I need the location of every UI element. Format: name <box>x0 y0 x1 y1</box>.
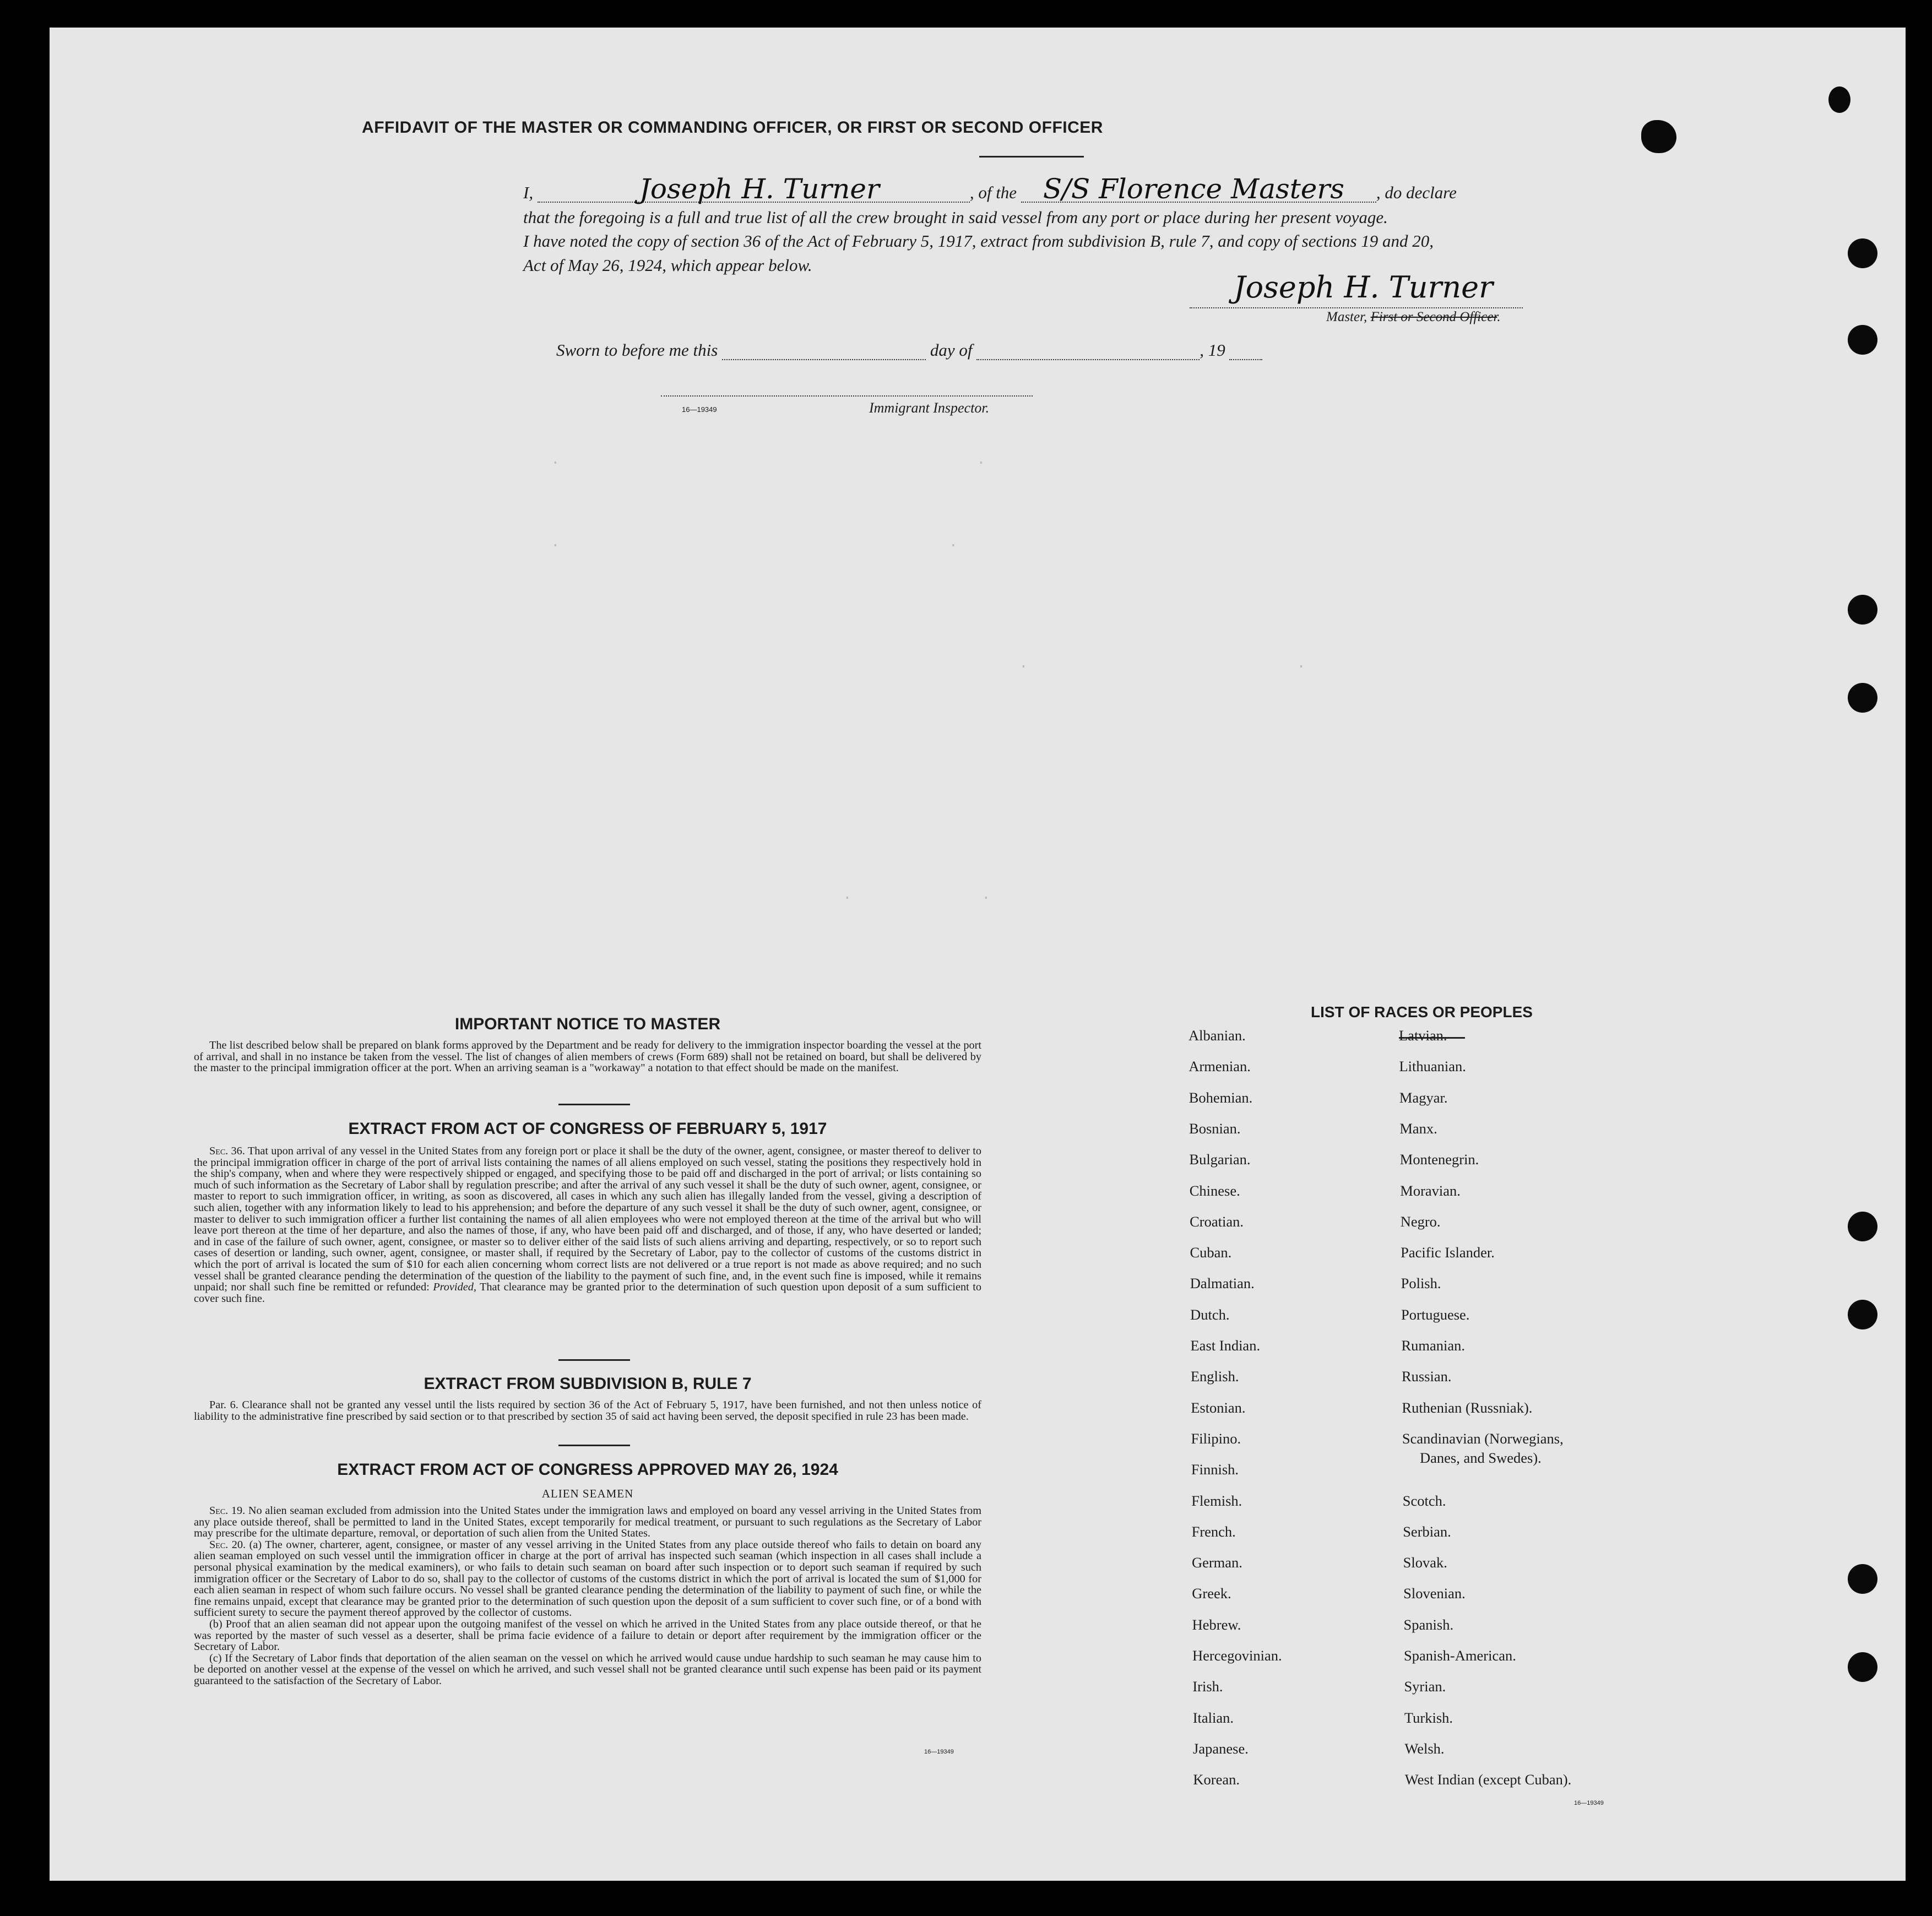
sec-36-label: Sec. 36. <box>209 1145 245 1157</box>
extract-1917-title: EXTRACT FROM ACT OF CONGRESS OF FEBRUARY 5, 1917 <box>348 1120 827 1138</box>
race-item: Latvian. <box>1399 1027 1447 1044</box>
master-name-field <box>538 173 970 205</box>
form-code: 16—19349 <box>1574 1800 1604 1806</box>
form-code: 16—19349 <box>924 1749 954 1755</box>
section-rule <box>558 1445 630 1446</box>
notice-text <box>194 1040 981 1074</box>
sworn-year: , 19 <box>1200 340 1225 360</box>
sworn-prefix: Sworn to before me this <box>556 340 718 360</box>
bleed-through-marks: . . <box>843 887 991 904</box>
vessel-name-handwritten: S/S Florence Masters <box>1043 173 1344 205</box>
race-item: Korean. <box>1193 1771 1240 1788</box>
race-item: Irish. <box>1192 1678 1223 1695</box>
race-item: Croatian. <box>1190 1213 1244 1230</box>
master-name-handwritten: Joseph H. Turner <box>639 173 880 205</box>
extract-rule7-title: EXTRACT FROM SUBDIVISION B, RULE 7 <box>424 1375 752 1393</box>
signature-label <box>1326 310 1501 325</box>
race-item: Hercegovinian. <box>1192 1647 1282 1664</box>
race-item: Polish. <box>1401 1275 1441 1292</box>
sec-20c-text: (c) If the Secretary of Labor finds that deportation of the alien seaman on the vessel on which he arrived would cause undue hardship to such seaman he may cause him to be deported on another vessel at the expense of the vessel on which he arrived, and such vessel shall not be granted clearance until such expense has been paid or its payment guaranteed to the satisfaction of the Secretary of Labor. <box>194 1652 981 1687</box>
race-item: Ruthenian (Russniak). <box>1402 1399 1533 1416</box>
race-item: West Indian (except Cuban). <box>1404 1771 1572 1788</box>
punch-hole <box>1848 325 1877 355</box>
races-title: LIST OF RACES OR PEOPLES <box>1311 1003 1533 1021</box>
punch-hole <box>1848 683 1877 713</box>
provided-word: Provided, <box>433 1281 476 1294</box>
race-item: Magyar. <box>1399 1089 1448 1106</box>
notice-title: IMPORTANT NOTICE TO MASTER <box>454 1015 721 1033</box>
affidavit-title: AFFIDAVIT OF THE MASTER OR COMMANDING OFFICER, OR FIRST OR SECOND OFFICER <box>362 118 1103 137</box>
sec-19-label: Sec. 19. <box>209 1505 246 1517</box>
sec-19-text: No alien seaman excluded from admission into the United States under the immigration laws and employed on board any vessel arriving in the United States from any place outside thereof, shall be permitted to land in the United States, except temporarily for medical treatment, or pursuant to such regulations as the Secretary of Labor may prescribe for the ultimate departure, removal, or deportation of such alien from the United States. <box>194 1505 981 1540</box>
label-master: Master, <box>1326 310 1367 324</box>
ink-blot <box>1641 120 1676 153</box>
bleed-through-marks: . . <box>1019 655 1306 672</box>
race-item: Bosnian. <box>1189 1120 1241 1137</box>
race-item: English. <box>1190 1368 1239 1385</box>
label-struck-officer: First or Second Officer <box>1370 310 1497 324</box>
race-item: Hebrew. <box>1192 1616 1241 1633</box>
extract-1917-text <box>194 1146 981 1304</box>
race-item: Lithuanian. <box>1399 1058 1466 1075</box>
race-item: Dutch. <box>1190 1306 1230 1323</box>
inspector-label: Immigrant Inspector. <box>869 400 990 416</box>
race-item: Armenian. <box>1188 1058 1251 1075</box>
race-item: Japanese. <box>1193 1740 1249 1757</box>
affidavit-line-3: I have noted the copy of section 36 of the Act of February 5, 1917, extract from subdivision B, rule 7, and copy of sections 19 and 20, <box>523 231 1434 251</box>
bleed-through-marks: . . <box>551 534 958 551</box>
race-item: German. <box>1191 1554 1242 1571</box>
sworn-day-of: day of <box>930 340 973 360</box>
race-item: Cuban. <box>1190 1244 1232 1261</box>
punch-hole <box>1848 595 1877 625</box>
race-item: Estonian. <box>1191 1399 1246 1416</box>
race-item: Negro. <box>1400 1213 1441 1230</box>
extract-1924-title: EXTRACT FROM ACT OF CONGRESS APPROVED MAY 26, 1924 <box>337 1461 838 1479</box>
affidavit-line-1 <box>523 173 1457 205</box>
race-item: Bulgarian. <box>1189 1151 1251 1168</box>
race-item: Portuguese. <box>1401 1306 1470 1323</box>
race-item: Rumanian. <box>1401 1337 1466 1354</box>
affidavit-line-4: Act of May 26, 1924, which appear below. <box>523 256 812 275</box>
extract-1924-text <box>194 1505 981 1687</box>
title-rule <box>979 156 1084 158</box>
punch-hole <box>1828 86 1850 113</box>
race-item: Danes, and Swedes). <box>1420 1449 1542 1466</box>
race-item: Flemish. <box>1191 1492 1242 1509</box>
race-item: Finnish. <box>1191 1461 1239 1478</box>
punch-hole <box>1848 1300 1877 1329</box>
rule7-paragraph: Par. 6. Clearance shall not be granted any vessel until the lists required by section 36 of the Act of February 5, 1917, have been furnished, and not then unless notice of liability to the administrative fine prescribed by said section or to that prescribed by section 35 of said act having been served, the deposit specified in rule 23 has been made. <box>194 1399 981 1423</box>
alien-seamen-subtitle: ALIEN SEAMEN <box>541 1487 634 1500</box>
punch-hole <box>1848 1564 1877 1594</box>
document-page <box>50 28 1906 1881</box>
race-item: Manx. <box>1399 1120 1437 1137</box>
sec-36-text-end: That clearance may be granted prior to the determination of such question upon deposit of a sum sufficient to cover such fine. <box>194 1281 981 1305</box>
race-item: Slovenian. <box>1403 1585 1466 1602</box>
notice-paragraph: The list described below shall be prepared on blank forms approved by the Department and be ready for delivery to the immigration inspector boarding the vessel at the port of arrival, and shall in no instance be taken from the vessel. The list of changes of alien members of crews (Form 689) shall not be retained on board, but shall be delivered by the master to the principal immigration officer at the port. When an arriving seaman is a "workaway" a notation to that effect should be made on the manifest. <box>194 1039 981 1074</box>
race-item: Montenegrin. <box>1399 1151 1479 1168</box>
punch-hole <box>1848 1212 1877 1241</box>
sworn-month-field <box>976 345 1200 360</box>
race-item: Moravian. <box>1400 1182 1461 1199</box>
race-item: Russian. <box>1401 1368 1452 1385</box>
sec-36-text: That upon arrival of any vessel in the United States from any foreign port or place it shall be the duty of the owner, agent, consignee, or master thereof to deliver to the principal immigration officer in charge of the port of arrival lists containing the names of all aliens employed on such vessel, stating the positions they respectively hold in the ship's company, when and where they were respectively shipped or engaged, and specifying those to be paid off and discharged in the port of arrival; or lists containing so much of such information as the Secretary of Labor shall by regulation prescribe; and after the arrival of any such vessel it shall be the duty of such owner, agent, consignee, or master to report to such immigration officer, in writing, as soon as discovered, all cases in which any such alien has illegally landed from the vessel, giving a description of such alien, together with any information likely to lead to his apprehension; and before the departure of any such vessel it shall be the duty of such owner, agent, consignee, or master to deliver to such immigration officer a further list containing the names of all alien employees who were not employed thereon at the time of the arrival but who will leave port thereon at the time of her departure, and also the names of those, if any, who have been paid off and discharged, and of those, if any, who have deserted or landed; and in case of the failure of such owner, agent, consignee, or master so to deliver either of the said lists of such aliens arriving and departing, respectively, or so to report such cases of desertion or landing, such owner, agent, consignee, or master shall, if required by the Secretary of Labor, pay to the collector of customs of the customs district in which the port of arrival is located the sum of $10 for each alien concerning whom correct lists are not delivered or a true report is not made as above required; and no such vessel shall be granted clearance pending the determination of the question of the liability to the payment of such fine, and, in the event such fine is imposed, while it remains unpaid; nor shall such fine be remitted or refunded: <box>194 1145 981 1294</box>
race-item: Spanish. <box>1403 1616 1454 1633</box>
bleed-through-marks: . . <box>551 452 986 469</box>
race-item: Slovak. <box>1403 1554 1447 1571</box>
race-item: Syrian. <box>1404 1678 1446 1695</box>
sworn-line <box>556 340 1262 360</box>
race-item: Italian. <box>1192 1709 1234 1726</box>
race-item: Scandinavian (Norwegians, <box>1402 1430 1564 1447</box>
punch-hole <box>1848 1652 1877 1682</box>
race-item: Serbian. <box>1403 1523 1451 1540</box>
punch-hole <box>1848 238 1877 268</box>
race-item: East Indian. <box>1190 1337 1261 1354</box>
sec-20-label: Sec. 20. <box>209 1538 246 1551</box>
race-item: Scotch. <box>1402 1492 1446 1509</box>
race-item: Spanish-American. <box>1404 1647 1516 1664</box>
label-period: . <box>1497 310 1501 324</box>
race-item: Welsh. <box>1404 1740 1445 1757</box>
vessel-name-field <box>1021 173 1376 205</box>
extract-rule7-text <box>194 1399 981 1422</box>
sec-20b-text: (b) Proof that an alien seaman did not appear upon the outgoing manifest of the vessel on which he arrived in the United States from any place outside thereof, or that he was reported by the master of such vessel as a deserter, shall be prima facie evidence of a failure to detain or deport after requirement by the immigration officer or the Secretary of Labor. <box>194 1618 981 1653</box>
inspector-signature-rule <box>661 395 1033 397</box>
race-item: Turkish. <box>1404 1709 1453 1726</box>
race-item: Bohemian. <box>1188 1089 1253 1106</box>
form-code: 16—19349 <box>682 405 717 414</box>
master-signature: Joseph H. Turner <box>1234 270 1493 305</box>
sworn-day-field <box>722 345 926 360</box>
race-item: Chinese. <box>1189 1182 1240 1199</box>
sec-20a-text: (a) The owner, charterer, agent, consignee, or master of any vessel arriving in the United States from any place outside thereof who fails to detain on board any alien seaman employed on such vessel until the immigration officer in charge at the port of arrival has inspected such seaman (which inspection in all cases shall include a personal physical examination by the medical examiners), or who fails to detain such seaman on board after such inspection or to deport such seaman if required by such immigration officer or the Secretary of Labor to do so, shall pay to the collector of customs of the customs district in which the port of arrival is located the sum of $1,000 for each alien seaman in respect of whom such failure occurs. No vessel shall be granted clearance pending the determination of the liability to payment of such fine, or while the fine remains unpaid, except that clearance may be granted prior to the determination of such question upon the deposit of a sum sufficient to cover such fine, or of a bond with sufficient surety to secure the payment thereof approved by the collector of customs. <box>194 1538 981 1619</box>
race-item: Albanian. <box>1188 1027 1246 1044</box>
race-item: Pacific Islander. <box>1401 1244 1495 1261</box>
section-rule <box>558 1104 630 1105</box>
section-rule <box>558 1359 630 1361</box>
affidavit-declare: , do declare <box>1376 183 1457 202</box>
race-item: Filipino. <box>1191 1430 1241 1447</box>
race-item: Dalmatian. <box>1190 1275 1255 1292</box>
race-item: Greek. <box>1192 1585 1231 1602</box>
signature-rule <box>1190 307 1523 308</box>
affidavit-line-2: that the foregoing is a full and true list of all the crew brought in said vessel from any port or place during her present voyage. <box>523 208 1388 227</box>
race-item: French. <box>1191 1523 1236 1540</box>
sworn-year-field <box>1229 345 1262 360</box>
affidavit-prefix: I, <box>523 183 534 202</box>
affidavit-of-the: , of the <box>969 183 1017 202</box>
